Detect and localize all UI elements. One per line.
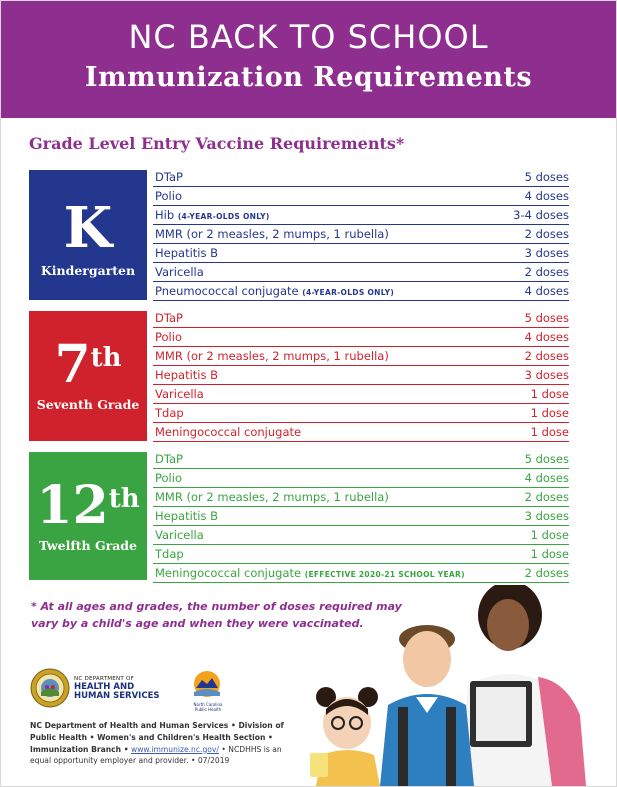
vaccine-doses: 1 dose [530, 406, 569, 420]
vaccine-row [153, 263, 569, 282]
vaccine-row [153, 225, 569, 244]
vaccine-doses: 4 doses [524, 471, 569, 485]
title-line1: NC BACK TO SCHOOL [128, 18, 489, 56]
vaccine-doses: 2 doses [524, 566, 569, 580]
header-banner [1, 1, 616, 118]
vaccine-doses: 4 doses [524, 330, 569, 344]
grade-badge-text: K [63, 195, 113, 261]
ph-line1: North Carolina [193, 702, 223, 707]
vaccine-name: Tdap [155, 547, 184, 561]
vaccine-name: Varicella [155, 528, 204, 542]
vaccine-name: Meningococcal conjugate [155, 566, 302, 580]
vaccine-table-twelfth [153, 450, 569, 583]
vaccine-doses: 2 doses [524, 490, 569, 504]
grade-label: Seventh Grade [36, 397, 140, 412]
vaccine-doses: 1 dose [530, 528, 569, 542]
title-line2: Immunization Requirements [84, 62, 533, 93]
vaccine-name: Polio [155, 471, 182, 485]
vaccine-name: Varicella [155, 387, 204, 401]
vaccine-name: Varicella [155, 265, 204, 279]
vaccine-name: Hepatitis B [155, 509, 219, 523]
grade-badge-twelfth [29, 452, 147, 580]
vaccine-name: Polio [155, 189, 182, 203]
vaccine-doses: 3 doses [524, 509, 569, 523]
org-info [30, 720, 292, 767]
grade-badge-suffix: th [108, 484, 140, 514]
vaccine-doses: 2 doses [524, 265, 569, 279]
vaccine-row [153, 423, 569, 442]
students-photo-illustration [290, 585, 616, 786]
vaccine-doses: 3 doses [524, 246, 569, 260]
vaccine-row [153, 206, 569, 225]
dhhs-line1: NC DEPARTMENT OF [74, 676, 135, 682]
vaccine-doses: 5 doses [524, 170, 569, 184]
vaccine-row [153, 282, 569, 301]
ph-line2: Public Health [194, 707, 222, 712]
vaccine-row [153, 309, 569, 328]
dhhs-line3: HUMAN SERVICES [74, 691, 160, 701]
vaccine-name: Pneumococcal conjugate [155, 284, 299, 298]
footnote: * At all ages and grades, the number of doses required may vary by a child's age and when they were vaccinated. [31, 600, 402, 630]
vaccine-doses: 1 dose [530, 387, 569, 401]
grade-badge-kindergarten [29, 170, 147, 300]
vaccine-note: (EFFECTIVE 2020-21 SCHOOL YEAR) [304, 570, 465, 579]
vaccine-row [153, 564, 569, 583]
vaccine-table-kindergarten [153, 168, 569, 301]
vaccine-row [153, 488, 569, 507]
vaccine-row [153, 385, 569, 404]
vaccine-row [153, 507, 569, 526]
grade-badge-number: 12 [36, 475, 109, 536]
logos [30, 668, 223, 712]
org-info-tail: • NCDHHS is an equal opportunity employer and provider. • 07/2019 [30, 744, 282, 766]
vaccine-row [153, 347, 569, 366]
vaccine-name: Hepatitis B [155, 368, 219, 382]
vaccine-row [153, 545, 569, 564]
vaccine-doses: 2 doses [524, 349, 569, 363]
vaccine-name: Tdap [155, 406, 184, 420]
vaccine-row [153, 168, 569, 187]
vaccine-row [153, 187, 569, 206]
vaccine-row [153, 469, 569, 488]
vaccine-doses: 4 doses [524, 284, 569, 298]
grade-badge-suffix: th [90, 343, 122, 373]
vaccine-name: Meningococcal conjugate [155, 425, 302, 439]
vaccine-row [153, 244, 569, 263]
grade-badge-number: 7 [54, 334, 91, 395]
dhhs-line2: HEALTH AND [74, 682, 135, 692]
vaccine-row [153, 450, 569, 469]
nc-state-seal-icon [30, 668, 70, 708]
vaccine-table-seventh [153, 309, 569, 442]
org-info-bold: NC Department of Health and Human Services • Division of Public Health • Women's and Children's Health Section • Immunization Branch • [30, 721, 284, 754]
vaccine-name: Hepatitis B [155, 246, 219, 260]
vaccine-doses: 1 dose [530, 425, 569, 439]
grade-badge-text [29, 334, 147, 395]
vaccine-doses: 5 doses [524, 452, 569, 466]
vaccine-doses: 4 doses [524, 189, 569, 203]
grade-badge-text [29, 475, 147, 536]
grade-label: Kindergarten [40, 263, 136, 278]
vaccine-name: MMR (or 2 measles, 2 mumps, 1 rubella) [155, 227, 389, 241]
immunize-link[interactable]: www.immunize.nc.gov/ [131, 744, 219, 754]
vaccine-row [153, 404, 569, 423]
public-health-logo-text [186, 702, 230, 712]
vaccine-doses: 5 doses [524, 311, 569, 325]
vaccine-doses: 1 dose [530, 547, 569, 561]
vaccine-name: DTaP [155, 311, 183, 325]
vaccine-row [153, 366, 569, 385]
grade-label: Twelfth Grade [38, 538, 138, 553]
vaccine-name: DTaP [155, 452, 183, 466]
vaccine-name: MMR (or 2 measles, 2 mumps, 1 rubella) [155, 490, 389, 504]
vaccine-row [153, 328, 569, 347]
vaccine-name: Polio [155, 330, 182, 344]
vaccine-name: DTaP [155, 170, 183, 184]
section-title: Grade Level Entry Vaccine Requirements* [29, 134, 405, 153]
vaccine-doses: 3-4 doses [513, 208, 569, 222]
vaccine-note: (4-YEAR-OLDS ONLY) [177, 212, 270, 221]
vaccine-doses: 3 doses [524, 368, 569, 382]
vaccine-doses: 2 doses [524, 227, 569, 241]
vaccine-note: (4-YEAR-OLDS ONLY) [302, 288, 395, 297]
vaccine-name: Hib [155, 208, 175, 222]
vaccine-name: MMR (or 2 measles, 2 mumps, 1 rubella) [155, 349, 389, 363]
grade-badge-seventh [29, 311, 147, 441]
dhhs-logo-text [74, 676, 160, 701]
vaccine-row [153, 526, 569, 545]
